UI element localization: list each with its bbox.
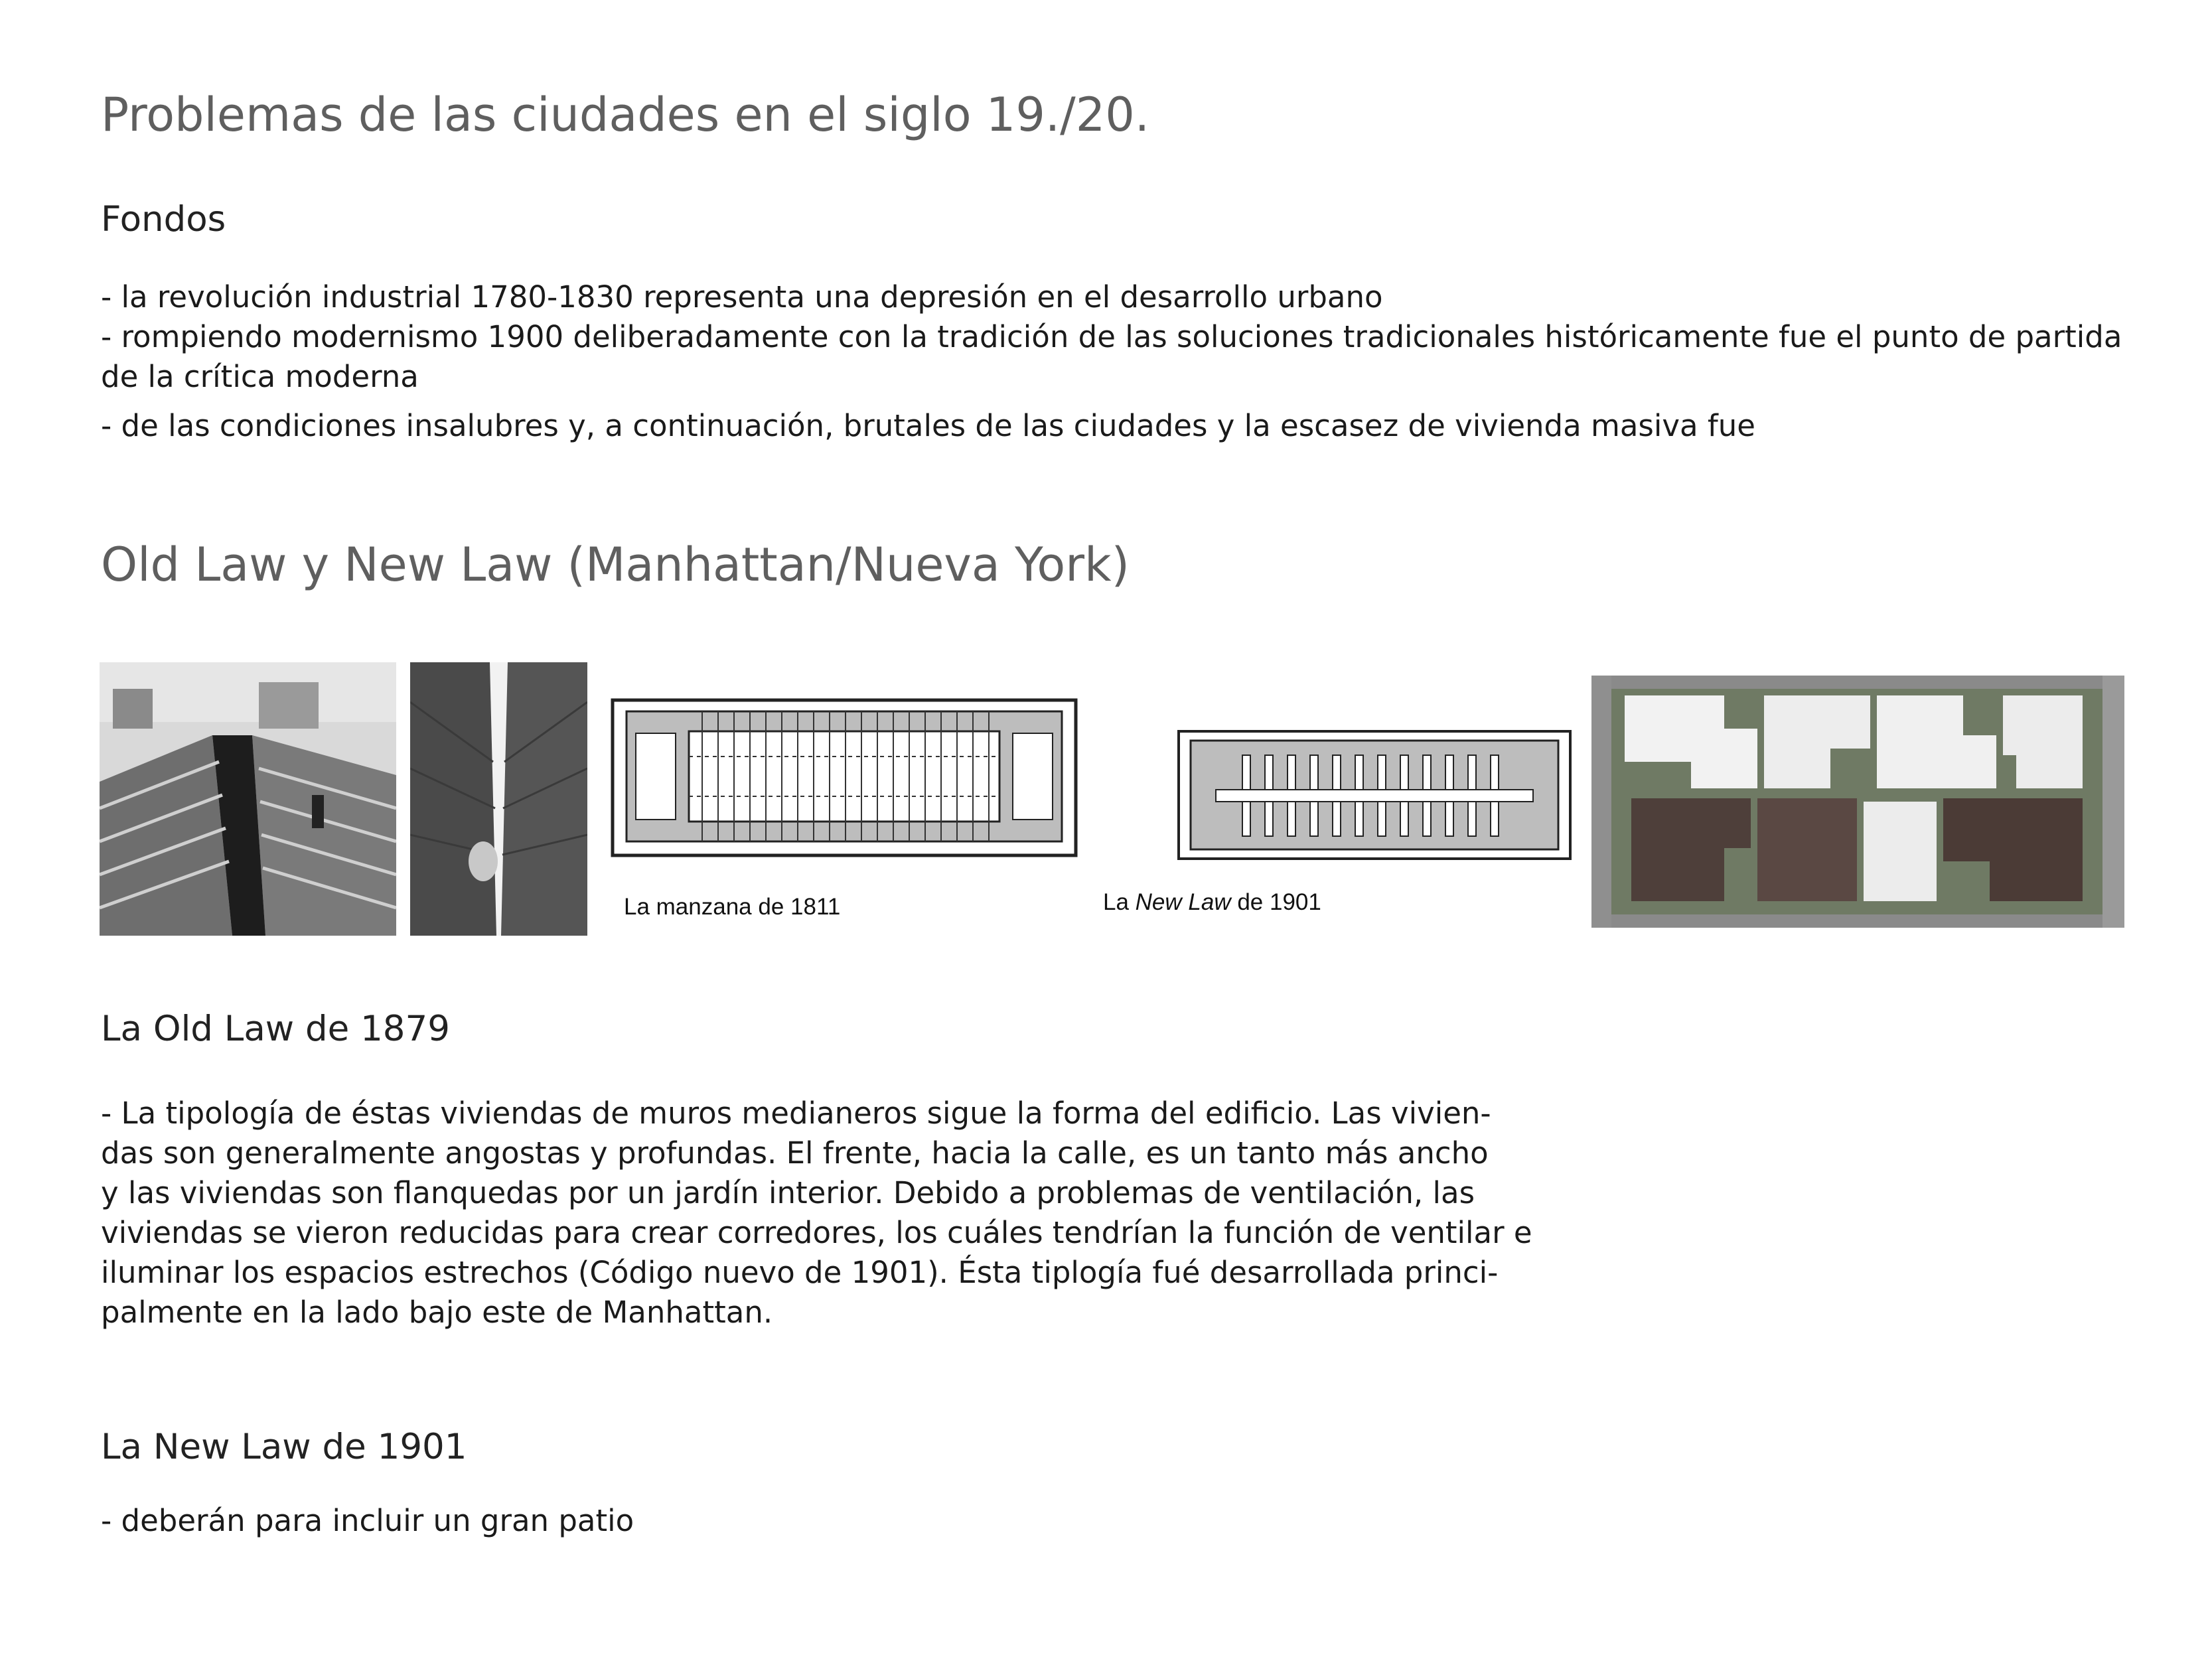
oldlaw-title: La Old Law de 1879 — [101, 1009, 450, 1049]
oldlaw-line: - La tipología de éstas viviendas de muros medianeros sigue la forma del edificio. Las vivien- — [101, 1096, 1491, 1131]
caption-1901 — [1103, 889, 1321, 916]
block-plan-new-law-1901 — [1176, 729, 1573, 861]
caption-1901-italic: New Law — [1135, 889, 1231, 915]
newlaw-title: La New Law de 1901 — [101, 1427, 467, 1467]
oldlaw-line: iluminar los espacios estrechos (Código nuevo de 1901). Ésta tiplogía fué desarrollada princi- — [101, 1255, 1499, 1290]
oldlaw-line: das son generalmente angostas y profundas. El frente, hacia la calle, es un tanto más ancho — [101, 1135, 1489, 1171]
bullet-3: - de las condiciones insalubres y, a continuación, brutales de las ciudades y la escasez de vivienda masiva fue — [101, 408, 1755, 443]
page-title: Problemas de las ciudades en el siglo 19./20. — [101, 88, 1150, 142]
oldlaw-line: viviendas se vieron reducidas para crear corredores, los cuáles tendrían la función de ventilar e — [101, 1215, 1532, 1250]
block-plan-1811 — [609, 697, 1079, 859]
rooftop-airshaft-photo — [100, 662, 396, 936]
caption-1811: La manzana de 1811 — [624, 894, 841, 920]
newlaw-bullet: - deberán para incluir un gran patio — [101, 1503, 634, 1538]
section-title-old-new-law: Old Law y New Law (Manhattan/Nueva York) — [101, 538, 1130, 592]
bullet-2: - rompiendo modernismo 1900 deliberadamente con la tradición de las soluciones tradicionales históricamente fue el punto de partida de la crítica moderna — [101, 319, 2122, 394]
narrow-airshaft-photo — [410, 662, 587, 936]
caption-1901-prefix: La — [1103, 889, 1136, 915]
bullet-1: - la revolución industrial 1780-1830 representa una depresión en el desarrollo urbano — [101, 279, 1383, 315]
caption-1901-suffix: de 1901 — [1230, 889, 1321, 915]
subtitle-fondos: Fondos — [101, 199, 226, 240]
oldlaw-paragraph — [101, 1094, 1561, 1333]
aerial-view-block — [1591, 676, 2124, 928]
oldlaw-line: palmente en la lado bajo este de Manhattan. — [101, 1295, 773, 1330]
oldlaw-line: y las viviendas son flanquedas por un jardín interior. Debido a problemas de ventilación, las — [101, 1175, 1475, 1210]
